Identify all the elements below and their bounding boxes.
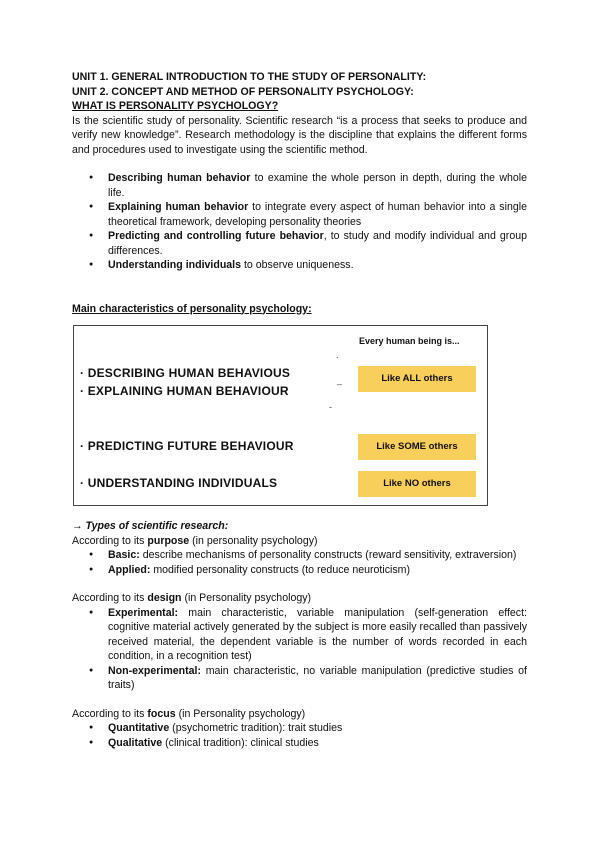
list-item: ● Quantitative (psychometric tradition): trait studies xyxy=(72,721,527,736)
list-item: ● Applied: modified personality constructs (to reduce neuroticism) xyxy=(72,563,527,578)
dash-mark: _ xyxy=(337,375,343,385)
list-item: ● Non-experimental: main characteristic, no variable manipulation (predictive studies of traits) xyxy=(72,664,527,693)
focus-lead: According to its focus (in Personality psychology) xyxy=(72,707,306,720)
list-item: ● Understanding individuals to observe uniqueness. xyxy=(72,258,527,273)
list-item: ● Qualitative (clinical tradition): clinical studies xyxy=(72,736,527,751)
document-page xyxy=(72,70,527,750)
main-characteristics-title: Main characteristics of personality psychology: xyxy=(72,302,312,315)
list-item: ● Predicting and controlling future behavior, to study and modify individual and group differences. xyxy=(72,229,527,258)
list-item: ● Basic: describe mechanisms of personality constructs (reward sensitivity, extraversion) xyxy=(72,548,527,563)
goals-list xyxy=(72,171,527,273)
figure-caption: Every human being is... xyxy=(359,336,460,346)
intro-paragraph: Is the scientific study of personality. Scientific research “is a process that seeks to produce and verify new knowledge”. Research methodology is the discipline that explains the different forms and procedures used to investigate using the scientific method. xyxy=(72,114,527,156)
list-item: ● Explaining human behavior to integrate every aspect of human behavior into a single theoretical framework, developing personality theories xyxy=(72,200,527,229)
figure-row-predicting: · PREDICTING FUTURE BEHAVIOUR xyxy=(80,439,294,453)
purpose-lead: According to its purpose (in personality psychology) xyxy=(72,534,318,547)
dash-mark: . xyxy=(336,350,339,360)
dash-mark: - xyxy=(329,402,332,412)
characteristics-figure xyxy=(73,325,488,506)
what-is-heading: WHAT IS PERSONALITY PSYCHOLOGY? xyxy=(72,100,279,112)
figure-row-understanding: · UNDERSTANDING INDIVIDUALS xyxy=(80,476,278,490)
design-lead: According to its design (in Personality psychology) xyxy=(72,592,312,604)
design-list xyxy=(72,606,527,693)
types-title: → Types of scientific research: xyxy=(72,520,229,532)
list-item: ● Describing human behavior to examine the whole person in depth, during the whole life. xyxy=(72,171,527,200)
focus-list xyxy=(72,721,527,750)
unit2-heading: UNIT 2. CONCEPT AND METHOD OF PERSONALITY PSYCHOLOGY: xyxy=(72,85,414,98)
figure-row-describing: · DESCRIBING HUMAN BEHAVIOUS xyxy=(80,366,291,380)
tag-like-some: Like SOME others xyxy=(358,434,476,460)
figure-row-explaining: · EXPLAINING HUMAN BEHAVIOUR xyxy=(80,384,289,398)
unit1-heading: UNIT 1. GENERAL INTRODUCTION TO THE STUDY OF PERSONALITY: xyxy=(72,71,427,83)
purpose-list xyxy=(72,548,527,577)
tag-like-all: Like ALL others xyxy=(358,366,476,392)
tag-like-no: Like NO others xyxy=(358,471,476,497)
list-item: ● Experimental: main characteristic, variable manipulation (self-generation effect: cognitive material actively generated by the subject is more easily recalled than passively received material, the dependent variable is the number of words recorded in each condition, in a recognition test) xyxy=(72,606,527,664)
